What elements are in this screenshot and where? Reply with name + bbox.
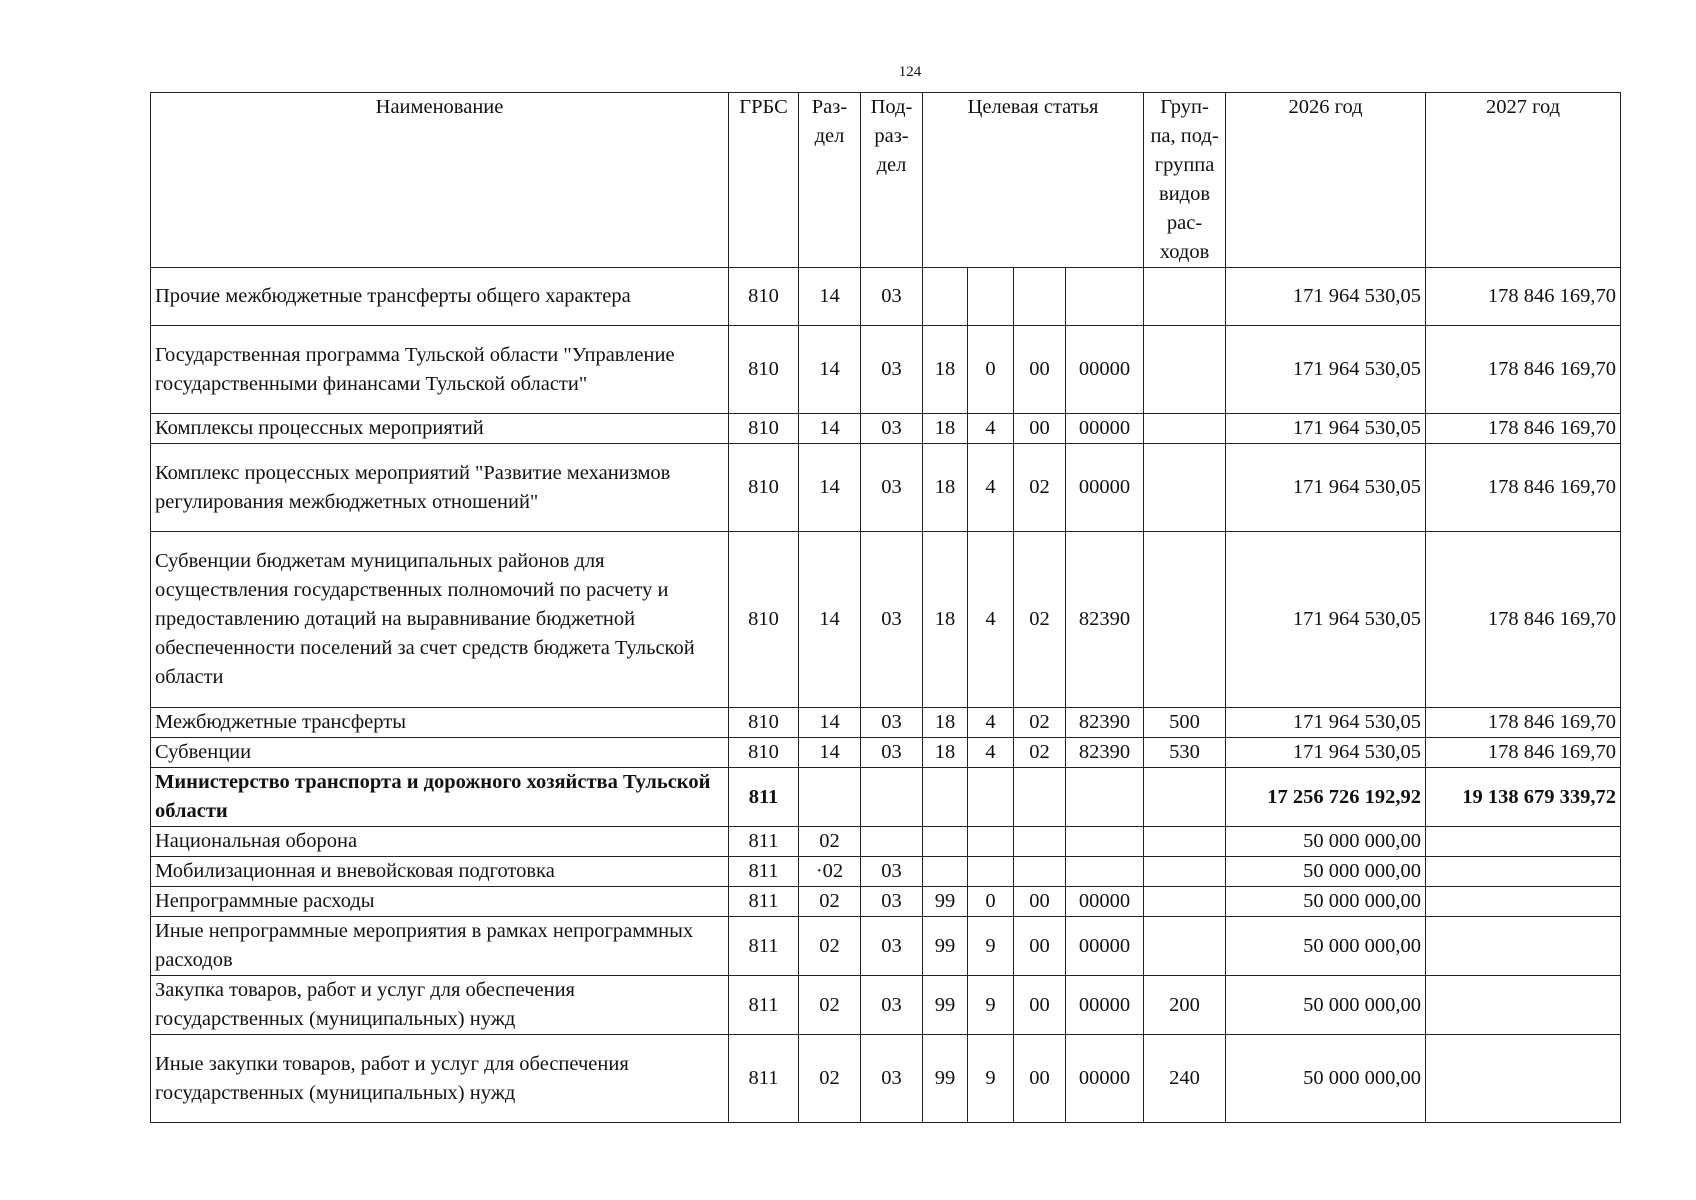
table-row	[151, 444, 1621, 532]
table-cell-razdel: 02	[799, 887, 861, 917]
table-cell-grbs: 810	[729, 414, 799, 444]
table-cell-cs-program: 99	[923, 887, 968, 917]
table-cell-razdel: 02	[799, 827, 861, 857]
page-number: 124	[898, 64, 922, 80]
table-cell-razdel: 14	[799, 268, 861, 326]
table-row	[151, 917, 1621, 976]
table-cell-cs-type: 4	[968, 738, 1014, 768]
table-cell-grbs: 811	[729, 887, 799, 917]
table-cell-amount-2027	[1426, 857, 1621, 887]
table-cell-name: Министерство транспорта и дорожного хозяйства Тульской области	[151, 768, 729, 827]
table-cell-amount-2027: 178 846 169,70	[1426, 326, 1621, 414]
table-cell-cs-type: 9	[968, 976, 1014, 1035]
table-cell-cs-direction: 00000	[1066, 444, 1144, 532]
table-cell-cs-direction: 82390	[1066, 532, 1144, 708]
table-cell-vid-rashodov	[1144, 827, 1226, 857]
table-cell-name: Субвенции бюджетам муниципальных районов для осуществления государственных полномочий по расчету и предоставлению дотаций на выравнивание бюджетной обеспеченности поселений за счет средств бюджета Тульской области	[151, 532, 729, 708]
table-cell-amount-2027	[1426, 976, 1621, 1035]
table-cell-cs-subprogram	[1014, 268, 1066, 326]
table-cell-cs-type: 9	[968, 917, 1014, 976]
table-cell-vid-rashodov: 200	[1144, 976, 1226, 1035]
table-cell-vid-rashodov	[1144, 268, 1226, 326]
table-cell-vid-rashodov	[1144, 857, 1226, 887]
table-cell-cs-type: 4	[968, 532, 1014, 708]
table-cell-vid-rashodov	[1144, 887, 1226, 917]
header-celevaya-statya: Целевая статья	[923, 93, 1144, 268]
table-row	[151, 738, 1621, 768]
table-cell-amount-2026: 50 000 000,00	[1226, 887, 1426, 917]
table-cell-cs-subprogram: 02	[1014, 738, 1066, 768]
table-cell-cs-type	[968, 768, 1014, 827]
header-razdel: Раз- дел	[799, 93, 861, 268]
table-cell-grbs: 810	[729, 444, 799, 532]
table-cell-cs-subprogram: 02	[1014, 444, 1066, 532]
table-cell-amount-2027: 178 846 169,70	[1426, 708, 1621, 738]
table-cell-cs-subprogram: 00	[1014, 414, 1066, 444]
table-cell-cs-subprogram: 02	[1014, 532, 1066, 708]
table-cell-cs-program: 18	[923, 444, 968, 532]
table-cell-razdel: 14	[799, 738, 861, 768]
table-cell-razdel: 14	[799, 414, 861, 444]
header-podrazdel: Под- раз- дел	[861, 93, 923, 268]
table-cell-amount-2027: 178 846 169,70	[1426, 444, 1621, 532]
table-cell-cs-type: 4	[968, 444, 1014, 532]
table-cell-podrazdel	[861, 827, 923, 857]
table-cell-podrazdel: 03	[861, 738, 923, 768]
table-cell-razdel	[799, 768, 861, 827]
table-cell-name: Закупка товаров, работ и услуг для обеспечения государственных (муниципальных) нужд	[151, 976, 729, 1035]
table-cell-podrazdel: 03	[861, 887, 923, 917]
table-cell-razdel: 02	[799, 917, 861, 976]
table-cell-grbs: 811	[729, 827, 799, 857]
table-header-row	[151, 93, 1621, 268]
table-cell-amount-2026: 171 964 530,05	[1226, 738, 1426, 768]
table-cell-podrazdel: 03	[861, 857, 923, 887]
table-cell-name: Государственная программа Тульской области "Управление государственными финансами Тульской области"	[151, 326, 729, 414]
table-cell-amount-2026: 17 256 726 192,92	[1226, 768, 1426, 827]
table-cell-cs-type: 0	[968, 326, 1014, 414]
table-cell-amount-2027: 178 846 169,70	[1426, 532, 1621, 708]
table-cell-grbs: 811	[729, 768, 799, 827]
table-row	[151, 268, 1621, 326]
table-cell-vid-rashodov: 240	[1144, 1035, 1226, 1123]
table-cell-cs-subprogram: 02	[1014, 708, 1066, 738]
table-cell-name: Иные непрограммные мероприятия в рамках непрограммных расходов	[151, 917, 729, 976]
table-row	[151, 1035, 1621, 1123]
header-year-2026: 2026 год	[1226, 93, 1426, 268]
table-cell-razdel: 14	[799, 444, 861, 532]
table-cell-amount-2026: 171 964 530,05	[1226, 708, 1426, 738]
table-cell-cs-program	[923, 268, 968, 326]
table-cell-amount-2027: 19 138 679 339,72	[1426, 768, 1621, 827]
table-cell-podrazdel	[861, 768, 923, 827]
table-cell-grbs: 811	[729, 857, 799, 887]
table-cell-cs-direction: 82390	[1066, 708, 1144, 738]
table-cell-cs-program: 18	[923, 326, 968, 414]
table-cell-cs-subprogram: 00	[1014, 976, 1066, 1035]
table-row	[151, 887, 1621, 917]
table-row	[151, 414, 1621, 444]
table-cell-amount-2027	[1426, 1035, 1621, 1123]
table-cell-cs-subprogram	[1014, 827, 1066, 857]
table-row	[151, 768, 1621, 827]
table-cell-grbs: 810	[729, 532, 799, 708]
table-cell-cs-direction: 00000	[1066, 1035, 1144, 1123]
table-cell-name: Комплексы процессных мероприятий	[151, 414, 729, 444]
table-cell-cs-type: 4	[968, 414, 1014, 444]
table-cell-amount-2027	[1426, 887, 1621, 917]
table-cell-cs-subprogram: 00	[1014, 917, 1066, 976]
header-grbs: ГРБС	[729, 93, 799, 268]
table-row	[151, 827, 1621, 857]
table-cell-grbs: 810	[729, 738, 799, 768]
table-cell-cs-type	[968, 268, 1014, 326]
table-cell-name: Субвенции	[151, 738, 729, 768]
table-cell-cs-direction	[1066, 857, 1144, 887]
table-cell-razdel: 14	[799, 532, 861, 708]
table-cell-amount-2026: 50 000 000,00	[1226, 857, 1426, 887]
table-cell-amount-2027: 178 846 169,70	[1426, 738, 1621, 768]
table-cell-podrazdel: 03	[861, 268, 923, 326]
table-cell-cs-program: 18	[923, 414, 968, 444]
table-cell-cs-direction: 00000	[1066, 976, 1144, 1035]
table-cell-grbs: 810	[729, 326, 799, 414]
table-cell-cs-direction	[1066, 827, 1144, 857]
table-cell-amount-2027	[1426, 827, 1621, 857]
table-cell-amount-2027	[1426, 917, 1621, 976]
table-cell-cs-program: 99	[923, 917, 968, 976]
table-cell-vid-rashodov	[1144, 444, 1226, 532]
table-cell-amount-2026: 171 964 530,05	[1226, 444, 1426, 532]
table-cell-grbs: 810	[729, 708, 799, 738]
table-cell-grbs: 811	[729, 1035, 799, 1123]
table-cell-cs-program	[923, 827, 968, 857]
table-cell-grbs: 811	[729, 917, 799, 976]
table-cell-cs-subprogram: 00	[1014, 1035, 1066, 1123]
table-cell-razdel: 02	[799, 976, 861, 1035]
table-cell-podrazdel: 03	[861, 444, 923, 532]
table-cell-cs-direction: 00000	[1066, 414, 1144, 444]
table-cell-name: Мобилизационная и вневойсковая подготовка	[151, 857, 729, 887]
table-cell-cs-direction: 00000	[1066, 326, 1144, 414]
table-cell-cs-direction	[1066, 268, 1144, 326]
table-cell-podrazdel: 03	[861, 532, 923, 708]
table-cell-amount-2026: 50 000 000,00	[1226, 1035, 1426, 1123]
table-cell-amount-2026: 171 964 530,05	[1226, 268, 1426, 326]
table-cell-amount-2027: 178 846 169,70	[1426, 268, 1621, 326]
table-cell-razdel: ·02	[799, 857, 861, 887]
table-cell-amount-2026: 171 964 530,05	[1226, 414, 1426, 444]
table-row	[151, 708, 1621, 738]
table-cell-name: Национальная оборона	[151, 827, 729, 857]
table-cell-vid-rashodov	[1144, 532, 1226, 708]
table-cell-grbs: 810	[729, 268, 799, 326]
table-cell-cs-subprogram: 00	[1014, 326, 1066, 414]
table-cell-podrazdel: 03	[861, 917, 923, 976]
header-year-2027: 2027 год	[1426, 93, 1621, 268]
table-cell-cs-type: 4	[968, 708, 1014, 738]
header-name: Наименование	[151, 93, 729, 268]
table-cell-cs-type: 9	[968, 1035, 1014, 1123]
table-cell-cs-program	[923, 768, 968, 827]
table-cell-podrazdel: 03	[861, 414, 923, 444]
table-cell-amount-2026: 50 000 000,00	[1226, 827, 1426, 857]
table-cell-cs-type	[968, 827, 1014, 857]
table-cell-vid-rashodov	[1144, 768, 1226, 827]
table-row	[151, 326, 1621, 414]
table-cell-amount-2026: 171 964 530,05	[1226, 326, 1426, 414]
table-cell-vid-rashodov: 500	[1144, 708, 1226, 738]
table-cell-grbs: 811	[729, 976, 799, 1035]
table-cell-cs-type: 0	[968, 887, 1014, 917]
table-cell-cs-subprogram: 00	[1014, 887, 1066, 917]
table-cell-podrazdel: 03	[861, 326, 923, 414]
table-cell-name: Комплекс процессных мероприятий "Развитие механизмов регулирования межбюджетных отношений"	[151, 444, 729, 532]
table-cell-amount-2027: 178 846 169,70	[1426, 414, 1621, 444]
table-cell-cs-program: 99	[923, 1035, 968, 1123]
table-cell-cs-type	[968, 857, 1014, 887]
table-row	[151, 857, 1621, 887]
table-cell-amount-2026: 171 964 530,05	[1226, 532, 1426, 708]
table-cell-vid-rashodov	[1144, 326, 1226, 414]
header-gruppa-vidov-rashodov: Груп- па, под- группа видов рас- ходов	[1144, 93, 1226, 268]
table-cell-cs-program: 18	[923, 738, 968, 768]
table-cell-cs-program: 18	[923, 532, 968, 708]
table-cell-amount-2026: 50 000 000,00	[1226, 917, 1426, 976]
table-cell-cs-program: 99	[923, 976, 968, 1035]
table-cell-razdel: 14	[799, 708, 861, 738]
table-cell-podrazdel: 03	[861, 708, 923, 738]
budget-table	[150, 92, 1621, 1123]
table-cell-name: Непрограммные расходы	[151, 887, 729, 917]
table-cell-cs-program	[923, 857, 968, 887]
table-row	[151, 532, 1621, 708]
table-row	[151, 976, 1621, 1035]
table-cell-vid-rashodov	[1144, 917, 1226, 976]
table-cell-name: Межбюджетные трансферты	[151, 708, 729, 738]
table-cell-cs-program: 18	[923, 708, 968, 738]
table-cell-vid-rashodov	[1144, 414, 1226, 444]
table-cell-name: Иные закупки товаров, работ и услуг для обеспечения государственных (муниципальных) нужд	[151, 1035, 729, 1123]
table-cell-razdel: 02	[799, 1035, 861, 1123]
table-cell-razdel: 14	[799, 326, 861, 414]
table-cell-cs-subprogram	[1014, 768, 1066, 827]
table-cell-cs-direction: 00000	[1066, 917, 1144, 976]
table-cell-amount-2026: 50 000 000,00	[1226, 976, 1426, 1035]
table-cell-cs-direction: 00000	[1066, 887, 1144, 917]
table-cell-name: Прочие межбюджетные трансферты общего характера	[151, 268, 729, 326]
table-cell-vid-rashodov: 530	[1144, 738, 1226, 768]
table-cell-podrazdel: 03	[861, 1035, 923, 1123]
table-cell-cs-direction: 82390	[1066, 738, 1144, 768]
table-cell-cs-direction	[1066, 768, 1144, 827]
table-cell-podrazdel: 03	[861, 976, 923, 1035]
table-cell-cs-subprogram	[1014, 857, 1066, 887]
